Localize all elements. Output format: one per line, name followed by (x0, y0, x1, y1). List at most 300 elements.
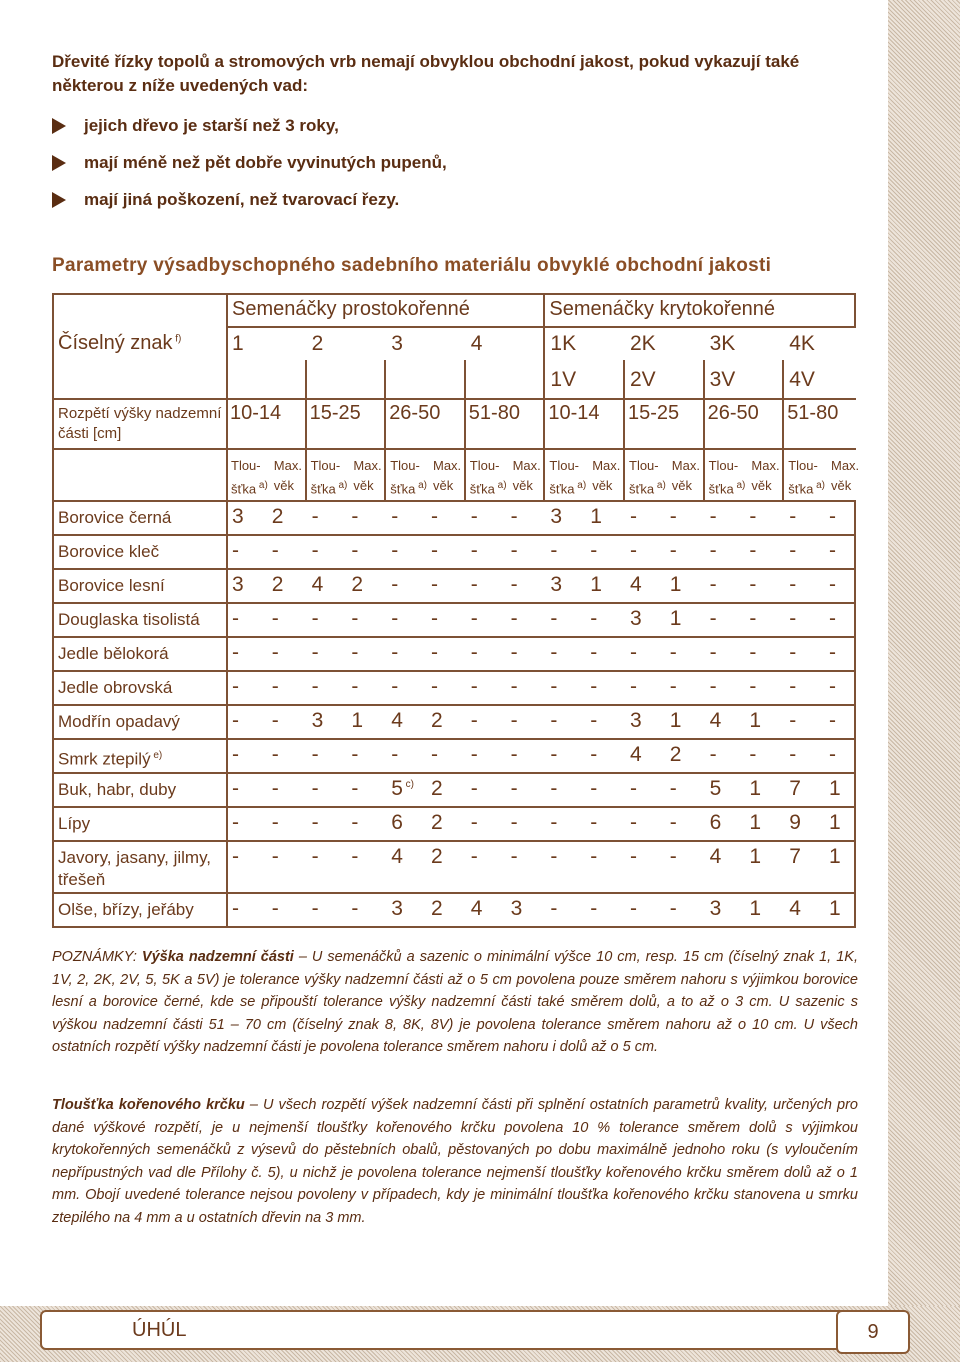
table-cell-value: - (431, 743, 438, 766)
table-cell (710, 845, 722, 869)
table-cell (272, 897, 279, 921)
table-cell-value: - (271, 709, 279, 732)
bullet-text: mají méně než pět dobře vyvinutých pupenů, (84, 153, 447, 172)
height-range-value: 15-25 (628, 402, 680, 424)
table-cell (829, 505, 836, 529)
table-cell-value: - (510, 573, 518, 596)
table-cell-value: - (829, 573, 836, 596)
table-cell-value: 1 (749, 811, 762, 834)
table-cell-value: - (351, 845, 359, 868)
table-rule (52, 568, 856, 570)
table-cell-value: - (590, 897, 598, 920)
table-rule (854, 738, 856, 774)
table-cell-value: 2 (669, 743, 682, 766)
height-range-value: 15-25 (309, 402, 361, 424)
table-cell (590, 607, 597, 631)
code-value: 2K (630, 332, 656, 355)
table-cell (471, 641, 478, 665)
table-rule (623, 360, 625, 501)
subheader-thickness-line1: Tlou- (231, 458, 261, 473)
species-name (58, 899, 226, 921)
table-cell-value: - (749, 675, 757, 698)
subheader-max-age (513, 456, 541, 496)
table-cell (272, 505, 284, 529)
table-cell (312, 539, 319, 563)
table-cell-value: - (271, 845, 279, 868)
table-cell (789, 897, 801, 921)
species-name-text: Modřín opadavý (58, 712, 180, 731)
table-cell (710, 573, 717, 597)
table-cell (710, 811, 722, 835)
bullet-text: jejich dřevo je starší než 3 roky, (84, 116, 339, 135)
table-cell (431, 573, 438, 597)
subheader-max-age (592, 456, 620, 496)
code-value-v: 3V (709, 368, 736, 391)
table-cell (511, 505, 518, 529)
subheader-thickness-line1: Tlou- (788, 458, 818, 473)
table-rule (226, 293, 228, 501)
table-cell (710, 777, 722, 801)
table-rule (226, 772, 228, 808)
table-cell (590, 505, 602, 529)
species-name (58, 813, 226, 835)
table-cell-value: - (431, 505, 438, 528)
table-cell (351, 709, 363, 733)
table-cell (590, 897, 597, 921)
table-cell-value: 3 (311, 709, 324, 732)
table-cell-value: - (351, 743, 359, 766)
table-cell (829, 573, 836, 597)
subheader-thickness-line1: Tlou- (549, 458, 580, 473)
table-rule (52, 892, 856, 894)
table-rule (52, 636, 856, 638)
subheader-max-age-line1: Max. (433, 458, 462, 473)
table-cell-value: - (510, 845, 518, 868)
subheader-max-age-line2: věk (433, 478, 454, 493)
table-cell-value: - (351, 505, 359, 528)
table-cell (232, 641, 239, 665)
table-cell (710, 607, 717, 631)
subheader-thickness-line2 (549, 476, 586, 499)
table-cell-value: - (789, 573, 797, 596)
table-cell-value: - (510, 743, 518, 766)
table-cell-value: - (630, 641, 637, 664)
table-cell (511, 539, 518, 563)
table-cell (550, 573, 562, 597)
table-cell-value: - (351, 675, 359, 698)
subheader-thickness-line1: Tlou- (390, 458, 420, 473)
table-cell-value: - (630, 505, 637, 528)
table-cell (431, 897, 443, 921)
table-cell (391, 777, 414, 801)
table-cell (630, 897, 637, 921)
species-name (58, 745, 226, 771)
table-rule (226, 602, 228, 638)
table-cell (511, 607, 518, 631)
code-value: 2 (311, 332, 324, 355)
species-name (58, 575, 226, 597)
table-cell-value: 1 (749, 777, 762, 800)
table-cell-value: - (391, 573, 399, 596)
table-cell-value: - (590, 641, 598, 664)
table-cell (431, 709, 443, 733)
species-name (58, 847, 226, 891)
table-cell-value: - (351, 897, 359, 920)
table-cell (312, 897, 319, 921)
table-cell-value: - (232, 641, 239, 664)
bullet-triangle-icon (52, 192, 66, 208)
species-name-text: Borovice černá (58, 508, 172, 527)
bullet-triangle-icon (52, 155, 66, 171)
table-cell-value: - (351, 811, 359, 834)
table-cell-value: - (271, 641, 279, 664)
table-cell (232, 845, 239, 869)
table-rule (52, 670, 856, 672)
subheader-max-age-line1: Max. (751, 458, 780, 473)
table-cell-value: 1 (590, 505, 602, 528)
table-cell (789, 811, 801, 835)
table-cell (590, 675, 597, 699)
subheader-max-age-line1: Max. (592, 458, 621, 473)
table-cell-value: 1 (669, 573, 682, 596)
table-rule (782, 360, 784, 501)
table-cell (710, 897, 722, 921)
table-rule (384, 360, 386, 501)
table-cell-value: - (630, 897, 637, 920)
species-name-text: Borovice lesní (58, 576, 165, 595)
notes-height (52, 946, 858, 1059)
table-cell (550, 505, 562, 529)
table-cell (391, 573, 398, 597)
table-cell (391, 607, 398, 631)
subheader-max-age (751, 456, 779, 496)
table-cell-value: 3 (709, 897, 722, 920)
table-cell (431, 539, 438, 563)
table-cell-value: - (709, 675, 717, 698)
table-cell-value: - (470, 743, 478, 766)
table-cell-value: - (749, 641, 757, 664)
table-cell (749, 675, 756, 699)
table-cell (670, 845, 677, 869)
table-cell (670, 641, 677, 665)
table-cell-value: 4 (311, 573, 324, 596)
species-name-text: Borovice kleč (58, 542, 160, 561)
table-rule (52, 840, 856, 842)
table-rule (52, 806, 54, 842)
table-cell (232, 607, 239, 631)
table-cell-value: - (232, 777, 239, 800)
height-range-value: 10-14 (548, 402, 600, 424)
table-rule (305, 360, 307, 501)
table-cell-value: - (590, 845, 598, 868)
table-cell-value: - (351, 777, 359, 800)
table-cell (670, 607, 682, 631)
table-cell-value: - (431, 675, 438, 698)
table-rule (226, 670, 228, 706)
table-cell-value: - (550, 777, 558, 800)
table-cell (789, 845, 801, 869)
table-cell-value: - (550, 675, 558, 698)
table-cell (550, 607, 557, 631)
table-cell (550, 675, 557, 699)
table-cell-value: - (669, 811, 677, 834)
table-cell (550, 845, 557, 869)
table-cell (630, 539, 637, 563)
table-cell (550, 777, 557, 801)
table-cell (431, 777, 443, 801)
table-cell (590, 811, 597, 835)
table-cell-value: - (311, 607, 319, 630)
table-cell-value: - (311, 743, 319, 766)
subheader-thickness (470, 456, 507, 499)
table-cell-value: - (431, 641, 438, 664)
table-cell-value: - (232, 675, 239, 698)
table-cell-value: 1 (590, 573, 602, 596)
table-cell-value: 4 (630, 573, 642, 596)
bullet-item (52, 116, 339, 136)
table-cell (670, 743, 682, 767)
table-cell-value: 2 (431, 845, 443, 868)
table-cell (471, 539, 478, 563)
table-cell (670, 505, 677, 529)
bullet-text: mají jiná poškození, než tvarovací řezy. (84, 190, 400, 209)
table-cell (670, 573, 682, 597)
bullet-item (52, 190, 399, 210)
table-cell-value: 3 (630, 709, 642, 732)
table-cell (431, 743, 438, 767)
table-cell-value: 2 (431, 811, 443, 834)
table-cell (511, 777, 518, 801)
table-cell-value: - (311, 845, 319, 868)
table-cell (829, 641, 836, 665)
table-cell-value: - (550, 607, 558, 630)
species-name (58, 609, 226, 631)
table-cell-value: 3 (550, 505, 563, 528)
table-cell-value: - (749, 573, 757, 596)
table-cell (471, 845, 478, 869)
table-cell (749, 811, 761, 835)
table-cell (232, 539, 239, 563)
table-cell-value: - (232, 897, 239, 920)
species-name (58, 711, 226, 733)
table-cell-value: - (470, 845, 478, 868)
table-cell-value: - (829, 675, 836, 698)
table-cell-value: - (351, 607, 359, 630)
table-cell (630, 675, 637, 699)
table-cell-value: 4 (789, 897, 801, 920)
table-cell (312, 811, 319, 835)
table-cell (312, 607, 319, 631)
table-cell-value: - (391, 607, 399, 630)
table-cell (829, 811, 841, 835)
code-value: 3 (391, 332, 403, 355)
table-cell-value: - (391, 675, 399, 698)
table-cell-value: - (590, 777, 598, 800)
code-value-v: 1V (550, 368, 577, 391)
table-cell-value: - (789, 505, 797, 528)
table-rule (226, 500, 228, 536)
table-cell-value: - (789, 675, 797, 698)
table-cell-value: 7 (789, 845, 801, 868)
table-cell (749, 573, 756, 597)
species-name-text: Douglaska tisolistá (58, 610, 200, 629)
table-rule (52, 806, 856, 808)
table-cell (232, 811, 239, 835)
table-cell-value: - (271, 897, 279, 920)
table-cell (590, 641, 597, 665)
table-rule (854, 892, 856, 928)
subheader-max-age-line2: věk (671, 478, 693, 493)
table-cell (630, 641, 637, 665)
table-cell-value: - (709, 539, 717, 562)
subheader-thickness-line1: Tlou- (310, 458, 341, 473)
table-cell-value: - (391, 539, 399, 562)
species-name-text: Buk, habr, duby (58, 780, 177, 799)
table-rule (226, 534, 228, 570)
table-cell-value: 3 (550, 573, 563, 596)
table-cell-value: - (749, 743, 757, 766)
subheader-max-age-line2: věk (831, 478, 852, 493)
table-cell-value: - (311, 505, 319, 528)
table-cell (829, 607, 836, 631)
table-cell-value: - (510, 505, 518, 528)
table-rule (52, 602, 54, 638)
table-cell-value: - (470, 539, 478, 562)
table-cell (829, 777, 841, 801)
table-rule (52, 892, 54, 928)
subheader-max-age-line1: Max. (831, 458, 860, 473)
subheader-thickness-line2 (231, 476, 268, 499)
code-label-footnote: f) (172, 333, 182, 345)
table-cell (670, 811, 677, 835)
species-name (58, 779, 226, 801)
table-cell-value: - (709, 573, 717, 596)
footer-publisher (40, 1310, 850, 1350)
table-cell (511, 897, 523, 921)
table-cell-value: - (590, 607, 598, 630)
subheader-max-age-line2: věk (512, 478, 533, 493)
table-rule (226, 636, 228, 672)
table-cell (272, 607, 279, 631)
page-number: 9 (867, 1320, 879, 1343)
table-cell-value: - (510, 641, 518, 664)
table-cell-value: 5 (391, 777, 403, 800)
table-cell-value: - (311, 777, 319, 800)
table-rule (854, 772, 856, 808)
table-cell (232, 709, 239, 733)
table-cell-value: 1 (829, 845, 841, 868)
height-range-value: 51-80 (468, 402, 520, 424)
table-cell-value: - (470, 607, 478, 630)
subheader-max-age (274, 456, 302, 496)
table-rule (52, 534, 856, 536)
table-rule (52, 293, 856, 295)
table-cell-value: - (829, 709, 836, 732)
table-cell-value: 6 (391, 811, 403, 834)
table-rule (52, 448, 856, 450)
subheader-thickness-text: šťka (708, 481, 734, 497)
table-cell (590, 539, 597, 563)
subheader-thickness (231, 456, 268, 499)
table-cell (272, 743, 279, 767)
table-cell (749, 641, 756, 665)
table-rule (854, 293, 856, 327)
bullet-item (52, 153, 447, 173)
table-cell (829, 709, 836, 733)
table-cell (749, 607, 756, 631)
table-cell (351, 539, 358, 563)
table-cell-value: - (669, 641, 677, 664)
table-cell (550, 641, 557, 665)
subheader-thickness (311, 456, 348, 499)
table-cell-value: 4 (630, 743, 642, 766)
table-cell (670, 709, 682, 733)
table-cell-value: - (271, 743, 279, 766)
table-cell-value: 1 (749, 709, 762, 732)
subheader-thickness-text: šťka (788, 481, 814, 497)
table-cell-value: 9 (789, 811, 801, 834)
table-rule (854, 840, 856, 894)
table-rule (854, 602, 856, 638)
table-cell-value: - (351, 539, 359, 562)
table-cell-value: - (669, 675, 677, 698)
table-cell (272, 641, 279, 665)
table-cell (749, 709, 761, 733)
table-cell (590, 709, 597, 733)
subheader-max-age (672, 456, 700, 496)
code-value: 1 (232, 332, 244, 355)
table-cell (431, 811, 443, 835)
code-value: 3K (709, 332, 736, 355)
table-cell-value: - (470, 505, 478, 528)
table-cell (391, 709, 403, 733)
subheader-max-age-line1: Max. (512, 458, 541, 473)
table-rule (854, 568, 856, 604)
table-rule (854, 500, 856, 536)
table-cell (749, 845, 761, 869)
table-cell-value: - (232, 743, 239, 766)
code-value: 1K (550, 332, 577, 355)
group-header-container: Semenáčky krytokořenné (549, 298, 776, 320)
table-cell-value: - (749, 539, 757, 562)
table-cell-value: - (271, 539, 279, 562)
table-cell (312, 641, 319, 665)
table-cell (471, 897, 483, 921)
table-cell-value: 4 (391, 845, 403, 868)
subheader-thickness-text: šťka (469, 481, 495, 497)
code-value-v: 4V (789, 368, 815, 391)
table-cell-value: - (232, 539, 239, 562)
table-cell-value: - (669, 845, 677, 868)
table-cell (232, 777, 239, 801)
table-cell-value: - (669, 539, 677, 562)
subheader-max-age (831, 456, 859, 496)
table-cell (232, 743, 239, 767)
table-cell (391, 845, 403, 869)
table-cell-value: - (311, 641, 319, 664)
table-rule (854, 636, 856, 672)
table-cell (312, 709, 324, 733)
table-cell (312, 505, 319, 529)
notes-height-text: – U semenáčků a sazenic o minimální výšce 10 cm, resp. 15 cm (číselný znak 1, 1K, 1V, 2, 2K, 2V, 5, 5K a 5V) je tolerance výšky nadzemní části až o 5 cm povolena pouze směrem nahoru s výjimkou borovice lesní a borovice černé, kde se připouští tolerance výšky nadzemní části také směrem dolů, a to až o 3 cm. U sazenic s výškou nadzemní části 51 – 70 cm (číselný znak 8, 8K, 8V) je povolena tolerance směrem nahoru až o 10 cm. U všech ostatních rozpětí výšky nadzemní části je povolena tolerance směrem nahoru i dolů až o 5 cm. (52, 949, 858, 1055)
table-cell-value: - (431, 539, 438, 562)
subheader-max-age (353, 456, 381, 496)
table-cell-value: - (749, 505, 757, 528)
table-cell-value: - (311, 675, 319, 698)
table-cell (789, 607, 796, 631)
species-name (58, 507, 226, 529)
table-rule (226, 568, 228, 604)
